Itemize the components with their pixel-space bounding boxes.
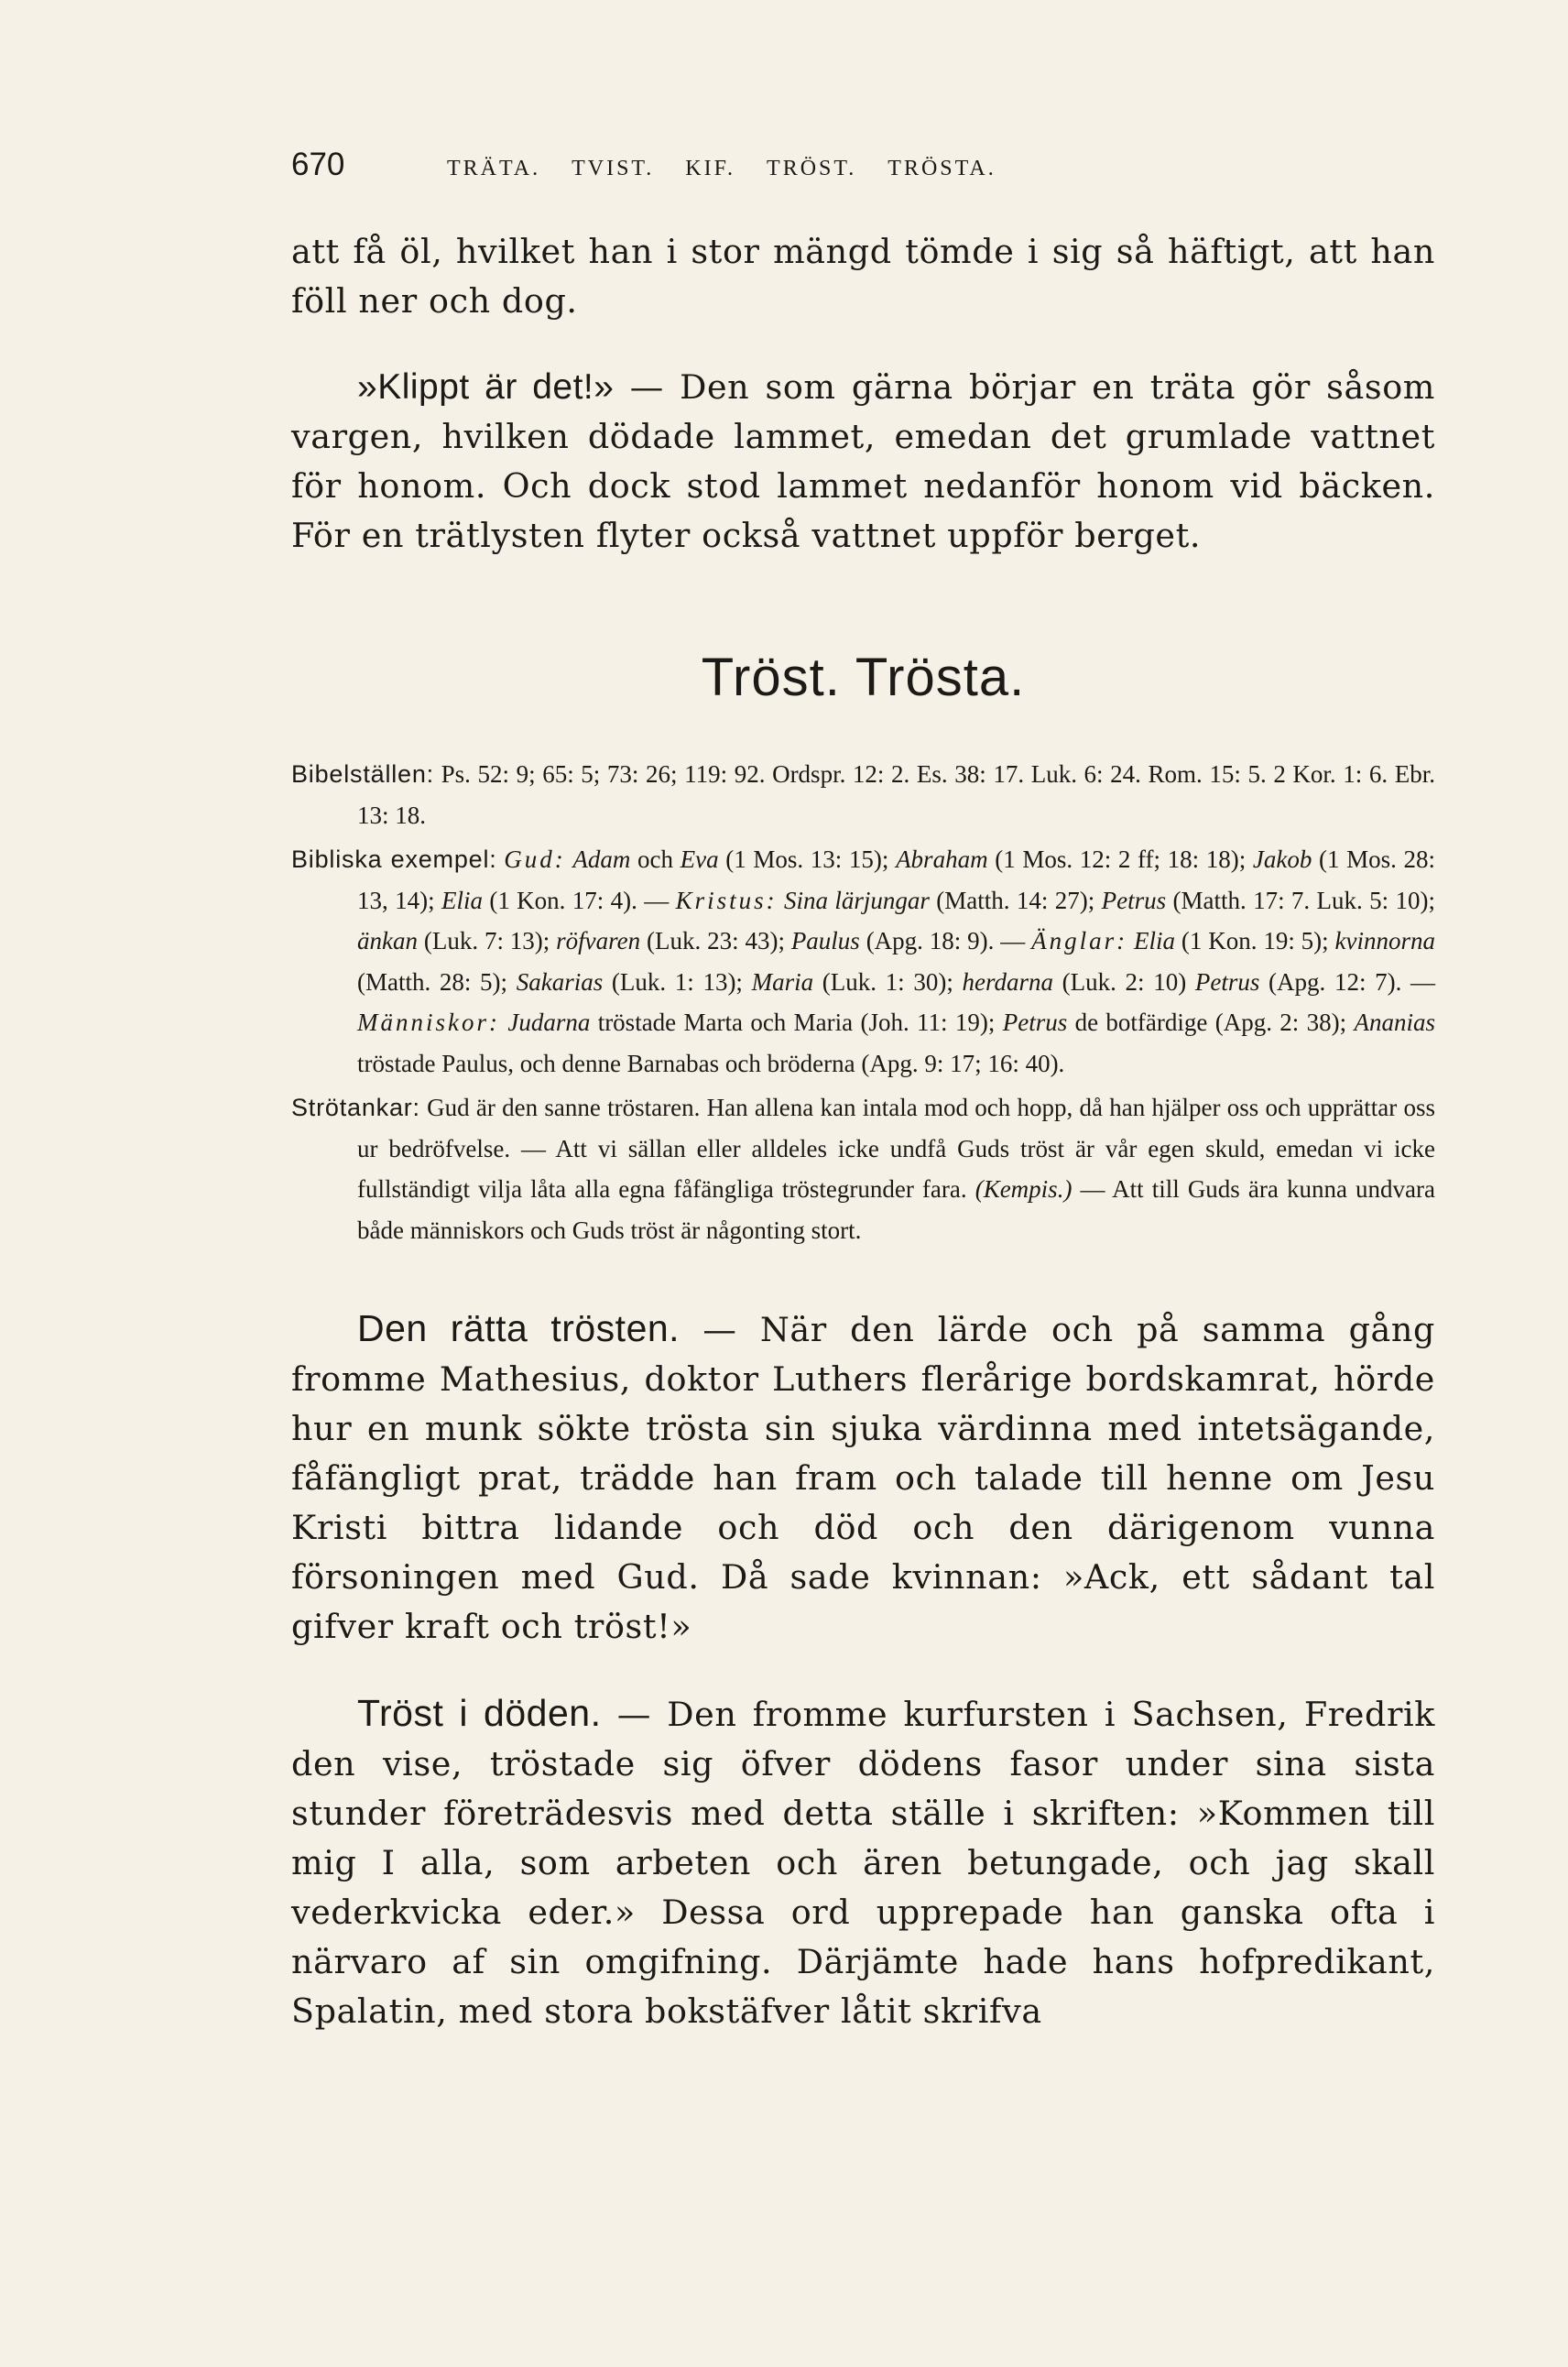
ref-name: Abraham <box>896 845 988 873</box>
intro-paragraph: att få öl, hvilket han i stor mängd tömde i sig så häftigt, att han föll ner och dog. <box>291 232 1435 321</box>
ref-name: Jakob <box>1252 845 1312 873</box>
ref-text: (Apg. 12: 7). — <box>1259 967 1436 996</box>
klippt-text: — Den som gärna börjar en träta gör såsom vargen, hvilken dödade lammet, emedan det grumlade vattnet för honom. Och dock stod lammet nedanför honom vid bäcken. För en trätlysten flyter också vattnet uppför berget. <box>291 367 1435 555</box>
ref-name: Ananias <box>1354 1009 1436 1036</box>
ref-text: (Luk. 2: 10) <box>1053 967 1195 996</box>
ref-text: (Matth. 17: 7. Luk. 5: 10); <box>1166 886 1436 914</box>
ref-text: (1 Mos. 13: 15); <box>718 845 897 873</box>
ref-text: (1 Kon. 17: 4). — <box>482 886 676 914</box>
ref-name: änkan <box>357 927 418 954</box>
running-head <box>291 147 1435 183</box>
ref-name: Sakarias <box>516 967 604 996</box>
ratta-trosten-heading: Den rätta trösten. <box>357 1307 681 1349</box>
trost-i-doden-paragraph <box>291 1688 1435 2036</box>
header-word: KIF. <box>685 157 736 180</box>
ref-text: tröstade Paulus, och denne Barnabas och bröderna (Apg. 9: 17; 16: 40). <box>357 1049 1065 1077</box>
bibelstallen-text: Ps. 52: 9; 65: 5; 73: 26; 119: 92. Ordspr. 12: 2. Es. 38: 17. Luk. 6: 24. Rom. 15: 5. 2 Kor. 1: 6. Ebr. 13: 18. <box>357 760 1435 829</box>
ref-name: röfvaren <box>556 927 641 954</box>
ref-name: kvinnorna <box>1334 927 1436 954</box>
ref-text: (1 Kon. 19: 5); <box>1175 927 1335 954</box>
ref-name: Eva <box>680 845 719 873</box>
klippt-heading: »Klippt är det!» <box>357 367 615 407</box>
ref-text: tröstade Marta och Maria (Joh. 11: 19); <box>590 1009 1003 1036</box>
strotankar-block <box>291 1087 1435 1250</box>
ref-name: Elia <box>441 886 483 914</box>
ref-name: Judarna <box>507 1009 591 1036</box>
header-word: TRÖST. <box>767 157 857 180</box>
ref-name: herdarna <box>962 967 1053 996</box>
kempis-citation: (Kempis.) <box>975 1175 1073 1203</box>
ref-name: Adam <box>572 845 631 873</box>
section-title: Tröst. Trösta. <box>701 648 1026 707</box>
ref-name: Petrus <box>1002 1009 1068 1036</box>
ratta-trosten-text: — När den lärde och på samma gång fromme Mathesius, doktor Luthers flerårige bordskamrat, hörde hur en munk sökte trösta sin sjuka värdinna med intetsägande, fåfängligt prat, trädde han fram och talade till henne om Jesu Kristi bittra lidande och död och den därigenom vunna försoningen med Gud. Då sade kvinnan: »Ack, ett sådant tal gifver kraft och tröst!» <box>291 1310 1435 1646</box>
trost-i-doden-text: — Den fromme kurfursten i Sachsen, Fredrik den vise, tröstade sig öfver dödens fasor under sina sista stunder företrädesvis med detta ställe i skriften: »Kommen till mig I alla, som arbeten och ären betungade, och jag skall vederkvicka eder.» Dessa ord upprepade han ganska ofta i närvaro af sin omgifning. Därjämte hade hans hofpredikant, Spalatin, med stora bokstäfver låtit skrifva <box>291 1695 1435 2031</box>
header-word: TRÄTA. <box>447 157 541 180</box>
ref-text: (Luk. 1: 13); <box>603 967 752 996</box>
ref-text: (Matth. 14: 27); <box>929 886 1102 914</box>
klippt-paragraph <box>291 363 1435 561</box>
bibelstallen-block <box>291 754 1435 835</box>
ref-text: (Luk. 7: 13); <box>417 927 557 954</box>
ref-text: de botfärdige (Apg. 2: 38); <box>1067 1009 1355 1036</box>
ref-name: Elia <box>1134 927 1175 954</box>
strotankar-label: Strötankar: <box>291 1094 420 1121</box>
ref-text: (1 Mos. 28: 13, 14); <box>357 845 1436 914</box>
ratta-trosten-paragraph <box>291 1303 1435 1652</box>
trost-i-doden-heading: Tröst i döden. <box>357 1692 602 1734</box>
bibliska-exempel-label: Bibliska exempel: <box>291 845 497 873</box>
header-word: TRÖSTA. <box>887 157 996 180</box>
strotankar-text-end: — Att till Guds ära kunna undvara både människors och Guds tröst är någonting stort. <box>357 1175 1435 1244</box>
ref-text: (Apg. 18: 9). — <box>859 927 1032 954</box>
ref-name: Petrus <box>1101 886 1167 914</box>
ref-text: (Luk. 1: 30); <box>813 967 963 996</box>
ref-name: Maria <box>751 967 814 996</box>
ref-text: (1 Mos. 12: 2 ff; 18: 18); <box>987 845 1253 873</box>
ref-name: Sina lärjungar <box>784 886 930 914</box>
strotankar-text: Gud är den sanne tröstaren. Han allena kan intala mod och hopp, då han hjälper oss och upprättar oss ur bedröfvelse. — Att vi sällan eller alldeles icke undfå Guds tröst är vår egen skuld, emedan vi icke fullständigt vilja låta alla egna fåfängliga tröstegrunder fara. <box>357 1094 1435 1203</box>
ref-text: och <box>630 845 681 873</box>
ref-text: (Matth. 28: 5); <box>357 967 517 996</box>
header-word: TVIST. <box>572 157 655 180</box>
bibelstallen-label: Bibelställen: <box>291 760 434 788</box>
bibliska-exempel-block <box>291 839 1435 1084</box>
manniskor-label: Människor: <box>357 1009 500 1036</box>
ref-text: (Luk. 23: 43); <box>640 927 791 954</box>
ref-name: Petrus <box>1194 967 1260 996</box>
ref-name: Paulus <box>790 927 860 954</box>
header-keywords <box>447 157 996 181</box>
page-number: 670 <box>291 147 345 182</box>
gud-label: Gud: <box>504 845 566 873</box>
anglar-label: Änglar: <box>1031 927 1128 954</box>
kristus-label: Kristus: <box>675 886 778 914</box>
